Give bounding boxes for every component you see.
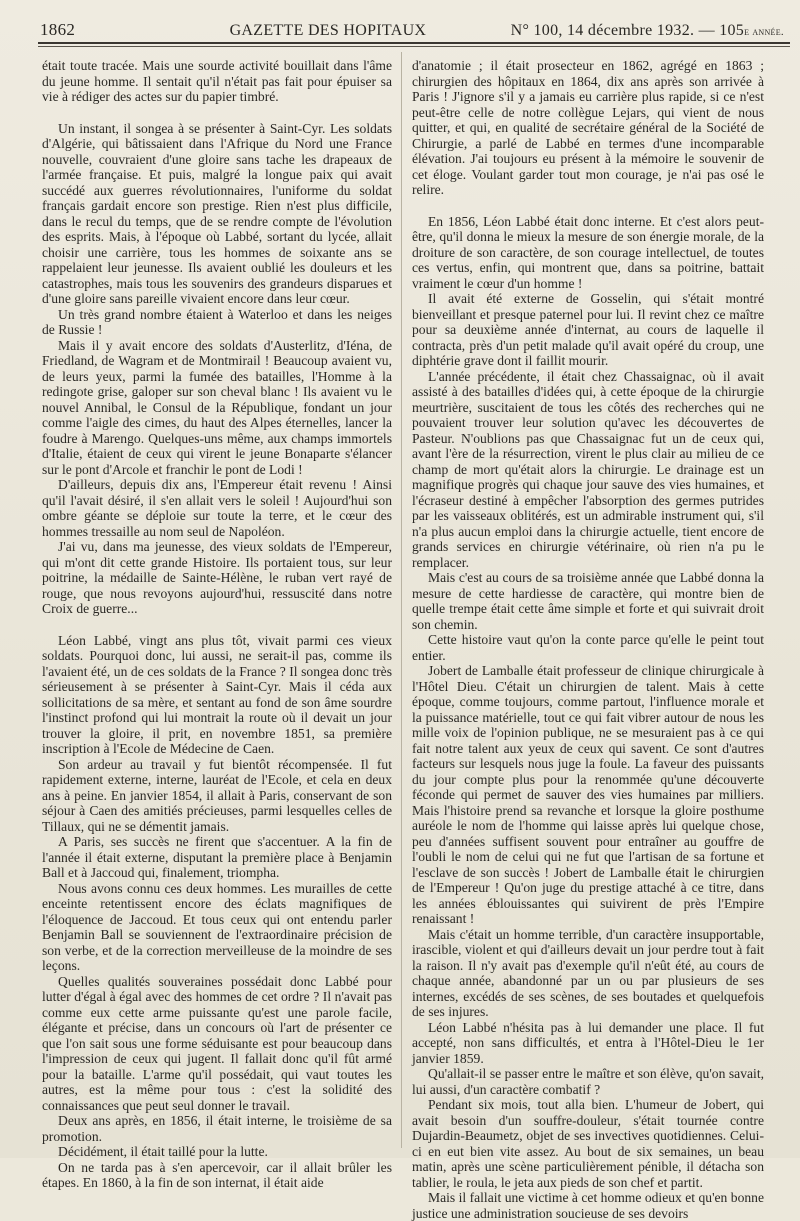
paragraph: En 1856, Léon Labbé était donc interne. Et c'est alors peut-être, qu'il donna le mieux la mesure de son énergie morale, de la droiture de son caractère, de son courage intellectuel, de toutes ces vertus, enfin, qui montrent que, dans sa poitrine, battait vraiment le cœur d'un homme ! [412,213,764,291]
paragraph: A Paris, ses succès ne firent que s'accentuer. A la fin de l'année il était externe, disputant la première place à Benjamin Ball et à Jaccoud qui, finalement, triompha. [42,834,392,880]
paragraph: L'année précédente, il était chez Chassaignac, où il avait assisté à des batailles d'idées qui, à cette époque de la chirurgie meurtrière, suscitaient de tous les côtés des recherches qui ne pouvaient trouver leur solution qu'avec les découvertes de Pasteur. N'oublions pas que Chassaignac fut un de ceux qui, avant l'ère de la résurrection, virent le plus clair au milieu de ce champ de mort qu'était alors la chirurgie. Le drainage est un magnifique progrès qui chaque jour sauve des vies humaines, et l'écraseur destiné à empêcher l'absorption des germes putrides par les vaisseaux oblitérés, est un admirable instrument qui, s'il n'a plus aucun emploi dans la chirurgie actuelle, tient encore de grands services en chirurgie vétérinaire, où rien n'a pu le remplacer. [412,368,764,570]
paragraph: Quelles qualités souveraines possédait donc Labbé pour lutter d'égal à égal avec des hommes de cet ordre ? Il n'avait pas comme eux cette arme puissante qu'est une parole facile, élégante et précise, dans un concours où l'art de présenter ce que l'on sait sous une forme séduisante est pour beaucoup dans l'impression de ceux qui jugent. Il fallait donc qu'il fût armé pour la bataille. L'arme qu'il possédait, qui vaut toutes les autres, est la même pour tous : c'est la solidité des connaissances que peut seul donner le travail. [42,973,392,1113]
paragraph: Deux ans après, en 1856, il était interne, le troisième de sa promotion. [42,1113,392,1144]
paragraph: Un très grand nombre étaient à Waterloo et dans les neiges de Russie ! [42,306,392,337]
paragraph: Nous avons connu ces deux hommes. Les murailles de cette enceinte retentissent encore des éclats magnifiques de l'éloquence de Jaccoud. Et tous ceux qui ont entendu parler Benjamin Ball se souviennent de l'extraordinaire précision de son verbe, et de la correction merveilleuse de la moindre de ses leçons. [42,880,392,973]
left-column [42,58,392,1190]
paragraph: Cette histoire vaut qu'on la conte parce qu'elle le peint tout entier. [412,632,764,663]
paragraph: d'anatomie ; il était prosecteur en 1862, agrégé en 1863 ; chirurgien des hôpitaux en 1864, dix ans après son arrivée à Paris ! J'ignore s'il y a jamais eu carrière plus rapide, si ce n'est peut-être celle de notre collègue Lejars, qui vient de nous quitter, et qui, en qualité de secrétaire général de la Société de Chirurgie, a parlé de Labbé en termes d'une incomparable élévation. J'ai toujours eu présent à la mémoire le souvenir de cet éloge. Voulant garder tout mon courage, je n'ai pas osé le relire. [412,58,764,197]
paragraph: Mais c'était un homme terrible, d'un caractère insupportable, irascible, violent et qui d'ailleurs devait un jour perdre tout à fait la raison. Il n'y avait pas d'exemple qu'il n'eût été, au cours de chaque année, abandonné par un ou par plusieurs de ses internes, excédés de ses scènes, de ses boutades et quelquefois de ses injures. [412,926,764,1019]
page-number: 1862 [40,20,76,39]
paragraph: Qu'allait-il se passer entre le maître et son élève, qu'on savait, lui aussi, d'un caractère combatif ? [412,1066,764,1097]
paragraph: On ne tarda pas à s'en apercevoir, car il allait brûler les étapes. En 1860, à la fin de son internat, il était aide [42,1159,392,1190]
paragraph: était toute tracée. Mais une sourde activité bouillait dans l'âme du jeune homme. Il sentait qu'il n'était pas fait pour épuiser sa vie à rédiger des actes sur du papier timbré. [42,58,392,104]
issue-date: N° 100, 14 décembre 1932. — 105 [510,22,745,39]
page-header [40,14,784,40]
paragraph: J'ai vu, dans ma jeunesse, des vieux soldats de l'Empereur, qui m'ont dit cette grande Histoire. Ils portaient tous, sur leur poitrine, la médaille de Sainte-Hélène, le ruban vert rayé de rouge, que nous revoyons aujourd'hui, ressuscité dans notre Croix de guerre... [42,539,392,616]
journal-title: GAZETTE DES HOPITAUX [229,22,427,39]
paragraph: Décidément, il était taillé pour la lutte. [58,1144,268,1159]
right-column [412,58,764,1221]
header-rule-thin [38,46,790,47]
paragraph: Il avait été externe de Gosselin, qui s'était montré bienveillant et presque paternel pour lui. Il revint chez ce maître pour sa deuxième année d'internat, au cours de laquelle il contracta, près d'un petit malade qu'il avait opéré du croup, une diphtérie grave dont il faillit mourir. [412,291,764,368]
paragraph: Léon Labbé n'hésita pas à lui demander une place. Il fut accepté, non sans difficultés, et entra à l'Hôtel-Dieu le 1er janvier 1859. [412,1019,764,1066]
paragraph: Jobert de Lamballe était professeur de clinique chirurgicale à l'Hôtel Dieu. C'était un chirurgien de talent. Mais à cette époque, comme toujours, comme partout, l'influence morale et la puissance matérielle, tout ce qui fait vibrer autour de nous les mille voix de l'opinion publique, ne se mesuraient pas à ce qui fait notre talent aux yeux de ceux qui savent. Ce sont d'autres facteurs sur lesquels nous juge la foule. La faveur des puissants du jour compte plus pour la renommée qu'une découverte féconde qui permet de sauver des vies humaines par milliers. Mais l'histoire prend sa revanche et lorsque la gloire posthume auréole le nom de l'homme qui laisse après lui quelque chose, peu d'années suffisent souvent pour entraîner au gouffre de l'oubli le nom de celui qui ne fut que l'artisan de sa fortune et l'esclave de son succès ! Jobert de Lamballe était le chirurgien de l'Empereur ! Qu'on juge du prestige attaché à ce titre, dans les années éblouissantes qui suivirent de près l'Empire renaissant ! [412,663,764,926]
header-rule [38,42,790,44]
paragraph: Son ardeur au travail y fut bientôt récompensée. Il fut rapidement externe, interne, lauréat de l'Ecole, et cela en deux ans à peine. En janvier 1854, il allait à Paris, conservant de son séjour à Caen des amitiés précieuses, parmi lesquelles celles de Tillaux, qui ne se démentit jamais. [42,756,392,834]
paragraph: Léon Labbé, vingt ans plus tôt, vivait parmi ces vieux soldats. Pourquoi donc, lui aussi, ne serait-il pas, comme ils l'avaient été, un de ces soldats de la France ? Il songea donc très sérieusement à se présenter à Saint-Cyr. Mais il céda aux sollicitations de sa mère, et sentant au fond de son âme sourdre l'instinct profond qui lui montrait la route où il devait un jour trouver la gloire, il prit, en novembre 1851, sa première inscription à l'Ecole de Médecine de Caen. [42,632,392,756]
paragraph: D'ailleurs, depuis dix ans, l'Empereur était revenu ! Ainsi qu'il l'avait désiré, il s'en allait vers le soleil ! Aujourd'hui son ombre géante se déploie sur toute la terre, et le cœur des hommes tressaille au nom seul de Napoléon. [42,477,392,539]
paragraph: Un instant, il songea à se présenter à Saint-Cyr. Les soldats d'Algérie, qui bâtissaient dans l'Afrique du Nord une France nouvelle, couvraient d'une gloire sans tache les drapeaux de l'armée française. Et puis, malgré la longue paix qui avait succédé aux guerres révolutionnaires, l'uniforme du soldat français gardait encore son prestige. Rien n'est plus difficile, dans le recul du temps, que de se rendre compte de l'évolution des esprits. Mais, à l'époque où Labbé, sortant du lycée, allait choisir une carrière, tous les hommes de soixante ans se rappelaient leur jeunesse. Ils avaient oublié les douleurs et les catastrophes, mais tous les souvenirs des grandeurs disparues et d'une gloire sans pareille vivaient encore dans leur cœur. [42,120,392,306]
paragraph: Mais il y avait encore des soldats d'Austerlitz, d'Iéna, de Friedland, de Wagram et de Montmirail ! Beaucoup avaient vu, de leurs yeux, parmi la fumée des batailles, l'Homme à la redingote grise, galoper sur son cheval blanc ! Ils avaient vu le nouvel Annibal, le Consul de la République, fondant un jour comme l'aigle des cimes, du haut des Alpes éternelles, lancer la foudre à Marengo. Quelques-uns même, aux champs immortels d'Italie, étaient de ceux qui virent le jeune Bonaparte s'élancer sur le pont d'Arcole et franchir le pont de Lodi ! [42,337,392,477]
issue-suffix: e année. [744,26,784,38]
column-divider [401,52,402,1148]
paragraph: Mais c'est au cours de sa troisième année que Labbé donna la mesure de cette hardiesse de caractère, qui montre bien de quelle trempe était cette âme simple et forte et qui suivrait droit son chemin. [412,570,764,632]
paragraph: Mais il fallait une victime à cet homme odieux et qu'en bonne justice une administration soucieuse de ses devoirs [412,1190,764,1221]
paragraph: Pendant six mois, tout alla bien. L'humeur de Jobert, qui avait besoin d'un souffre-douleur, s'était tournée contre Dujardin-Beaumetz, objet de ses invectives quotidiennes. Celui-ci en eut bien vite assez. Au bout de six semaines, un beau matin, après une scène particulièrement pénible, il détacha son tablier, le roula, le jeta aux pieds de son chef et partit. [412,1097,764,1190]
issue-info [511,22,784,40]
